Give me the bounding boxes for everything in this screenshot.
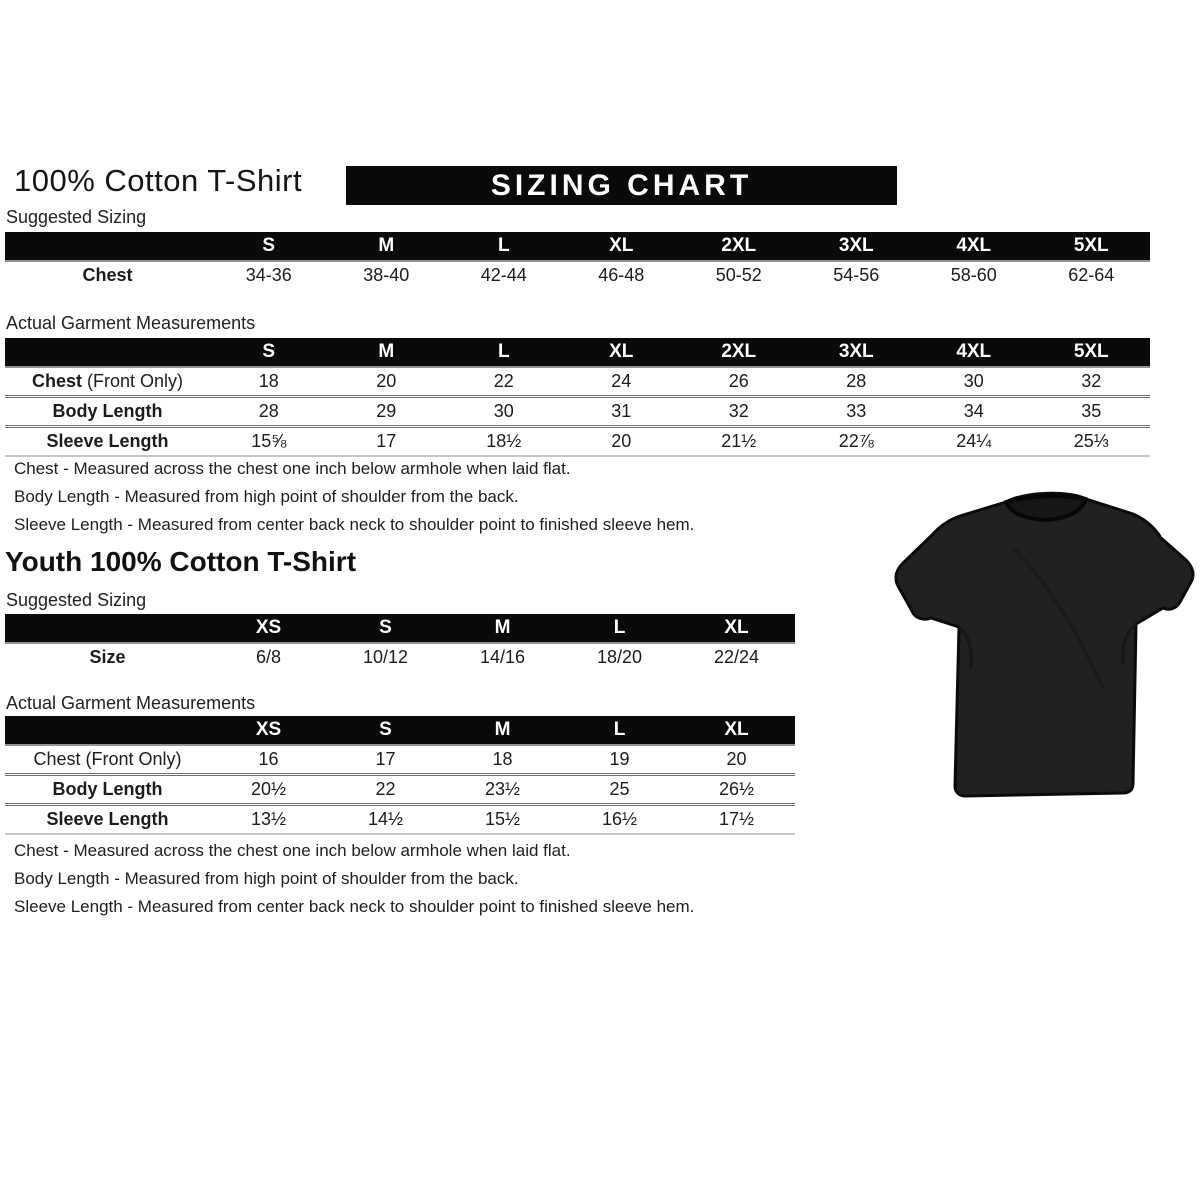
- measurement-cell: 26: [728, 371, 749, 391]
- sizing-chart-banner: SIZING CHART: [346, 166, 897, 205]
- size-column-header: 2XL: [680, 338, 798, 367]
- size-column-header: 2XL: [680, 232, 798, 261]
- measurement-cell: 13½: [210, 805, 327, 835]
- size-column-header: S: [210, 232, 328, 261]
- measurement-cell: 46-48: [598, 265, 645, 285]
- measurement-row: [5, 643, 795, 671]
- header-label-spacer: [5, 232, 210, 261]
- adult-actual-measurements-label: Actual Garment Measurements: [6, 313, 256, 333]
- measurement-cell: 10/12: [362, 647, 409, 667]
- header-label-spacer: [5, 338, 210, 367]
- size-column-header: L: [445, 232, 563, 261]
- measurement-cell: 25⅓: [1033, 427, 1151, 457]
- measurement-cell: 15½: [444, 805, 561, 835]
- adult-actual-measurements-table: [5, 338, 1150, 457]
- measurement-row: [5, 367, 1150, 397]
- measurement-cell: 16: [258, 749, 279, 769]
- measurement-cell: 17: [328, 427, 446, 457]
- measurement-cell: 34: [915, 397, 1033, 427]
- size-column-header: M: [328, 232, 446, 261]
- measurement-cell: 42-44: [480, 265, 527, 285]
- measurement-cell: 32: [680, 397, 798, 427]
- measurement-cell: 20: [726, 749, 747, 769]
- measurement-cell: 28: [210, 397, 328, 427]
- youth-measurement-notes: [14, 840, 694, 924]
- measurement-cell: 54-56: [833, 265, 880, 285]
- measurement-cell: 24¼: [915, 427, 1033, 457]
- youth-actual-measurements-table: [5, 716, 795, 835]
- size-header-row: [5, 716, 795, 745]
- note-body-length: Body Length - Measured from high point of shoulder from the back.: [14, 869, 519, 888]
- row-label: Chest: [82, 265, 133, 285]
- size-column-header: S: [327, 716, 444, 745]
- size-column-header: XL: [678, 716, 795, 745]
- size-header-row: [5, 614, 795, 643]
- measurement-row: [5, 745, 795, 775]
- measurement-cell: 18/20: [596, 647, 643, 667]
- measurement-row: [5, 427, 1150, 457]
- measurement-cell: 22/24: [713, 647, 760, 667]
- size-header-row: [5, 232, 1150, 261]
- size-column-header: L: [561, 614, 678, 643]
- measurement-cell: 17: [375, 749, 396, 769]
- size-column-header: XL: [563, 232, 681, 261]
- measurement-cell: 17½: [678, 805, 795, 835]
- note-chest: Chest - Measured across the chest one inch below armhole when laid flat.: [14, 459, 571, 478]
- measurement-cell: 19: [609, 749, 630, 769]
- measurement-cell: 38-40: [363, 265, 410, 285]
- measurement-cell: 35: [1033, 397, 1151, 427]
- size-column-header: 4XL: [915, 232, 1033, 261]
- measurement-cell: 20: [563, 427, 681, 457]
- measurement-cell: 24: [611, 371, 632, 391]
- size-column-header: 4XL: [915, 338, 1033, 367]
- size-column-header: M: [444, 716, 561, 745]
- youth-actual-measurements-label: Actual Garment Measurements: [6, 693, 256, 713]
- size-column-header: 3XL: [798, 338, 916, 367]
- note-sleeve-length: Sleeve Length - Measured from center back neck to shoulder point to finished sleeve hem.: [14, 897, 695, 916]
- measurement-cell: 18: [258, 371, 279, 391]
- measurement-cell: 22: [327, 775, 444, 805]
- size-column-header: XS: [210, 614, 327, 643]
- measurement-cell: 58-60: [950, 265, 997, 285]
- measurement-row: [5, 775, 795, 805]
- note-chest: Chest - Measured across the chest one inch below armhole when laid flat.: [14, 841, 571, 860]
- measurement-cell: 62-64: [1068, 265, 1115, 285]
- page-title: 100% Cotton T-Shirt: [14, 163, 303, 198]
- measurement-row: [5, 261, 1150, 289]
- measurement-cell: 6/8: [255, 647, 282, 667]
- measurement-cell: 30: [445, 397, 563, 427]
- measurement-cell: 25: [561, 775, 678, 805]
- measurement-cell: 31: [563, 397, 681, 427]
- size-column-header: XL: [563, 338, 681, 367]
- measurement-cell: 29: [328, 397, 446, 427]
- measurement-cell: 28: [846, 371, 867, 391]
- adult-measurement-notes: [14, 458, 694, 542]
- row-label: Sleeve Length: [5, 427, 210, 457]
- measurement-cell: 22⅞: [798, 427, 916, 457]
- measurement-row: [5, 397, 1150, 427]
- measurement-cell: 23½: [444, 775, 561, 805]
- header-label-spacer: [5, 716, 210, 745]
- note-body-length: Body Length - Measured from high point of shoulder from the back.: [14, 487, 519, 506]
- adult-suggested-sizing-label: Suggested Sizing: [6, 207, 147, 227]
- size-column-header: M: [444, 614, 561, 643]
- row-label: Chest (Front Only): [33, 749, 182, 769]
- measurement-cell: 15⅝: [210, 427, 328, 457]
- youth-suggested-sizing-table: [5, 614, 795, 671]
- note-sleeve-length: Sleeve Length - Measured from center back neck to shoulder point to finished sleeve hem.: [14, 515, 695, 534]
- measurement-cell: 20: [376, 371, 397, 391]
- size-column-header: 3XL: [798, 232, 916, 261]
- size-column-header: XS: [210, 716, 327, 745]
- measurement-row: [5, 805, 795, 835]
- size-column-header: S: [327, 614, 444, 643]
- row-label: Body Length: [5, 775, 210, 805]
- measurement-cell: 21½: [680, 427, 798, 457]
- black-tshirt-image: [893, 478, 1200, 810]
- measurement-cell: 33: [798, 397, 916, 427]
- size-column-header: 5XL: [1033, 232, 1151, 261]
- measurement-cell: 14/16: [479, 647, 526, 667]
- measurement-cell: 20½: [210, 775, 327, 805]
- measurement-cell: 18: [492, 749, 513, 769]
- size-column-header: M: [328, 338, 446, 367]
- header-label-spacer: [5, 614, 210, 643]
- measurement-cell: 26½: [678, 775, 795, 805]
- measurement-cell: 34-36: [245, 265, 292, 285]
- youth-suggested-sizing-label: Suggested Sizing: [6, 590, 147, 610]
- measurement-cell: 30: [963, 371, 984, 391]
- adult-suggested-sizing-table: [5, 232, 1150, 289]
- row-label: Size: [89, 647, 126, 667]
- youth-section-title: Youth 100% Cotton T-Shirt: [5, 546, 357, 577]
- row-label: Chest (Front Only): [31, 371, 184, 391]
- size-column-header: 5XL: [1033, 338, 1151, 367]
- measurement-cell: 22: [493, 371, 514, 391]
- row-label: Body Length: [5, 397, 210, 427]
- measurement-cell: 16½: [561, 805, 678, 835]
- size-column-header: XL: [678, 614, 795, 643]
- size-column-header: L: [561, 716, 678, 745]
- row-label: Sleeve Length: [5, 805, 210, 835]
- measurement-cell: 14½: [327, 805, 444, 835]
- size-column-header: L: [445, 338, 563, 367]
- measurement-cell: 50-52: [715, 265, 762, 285]
- measurement-cell: 32: [1081, 371, 1102, 391]
- size-column-header: S: [210, 338, 328, 367]
- measurement-cell: 18½: [445, 427, 563, 457]
- size-header-row: [5, 338, 1150, 367]
